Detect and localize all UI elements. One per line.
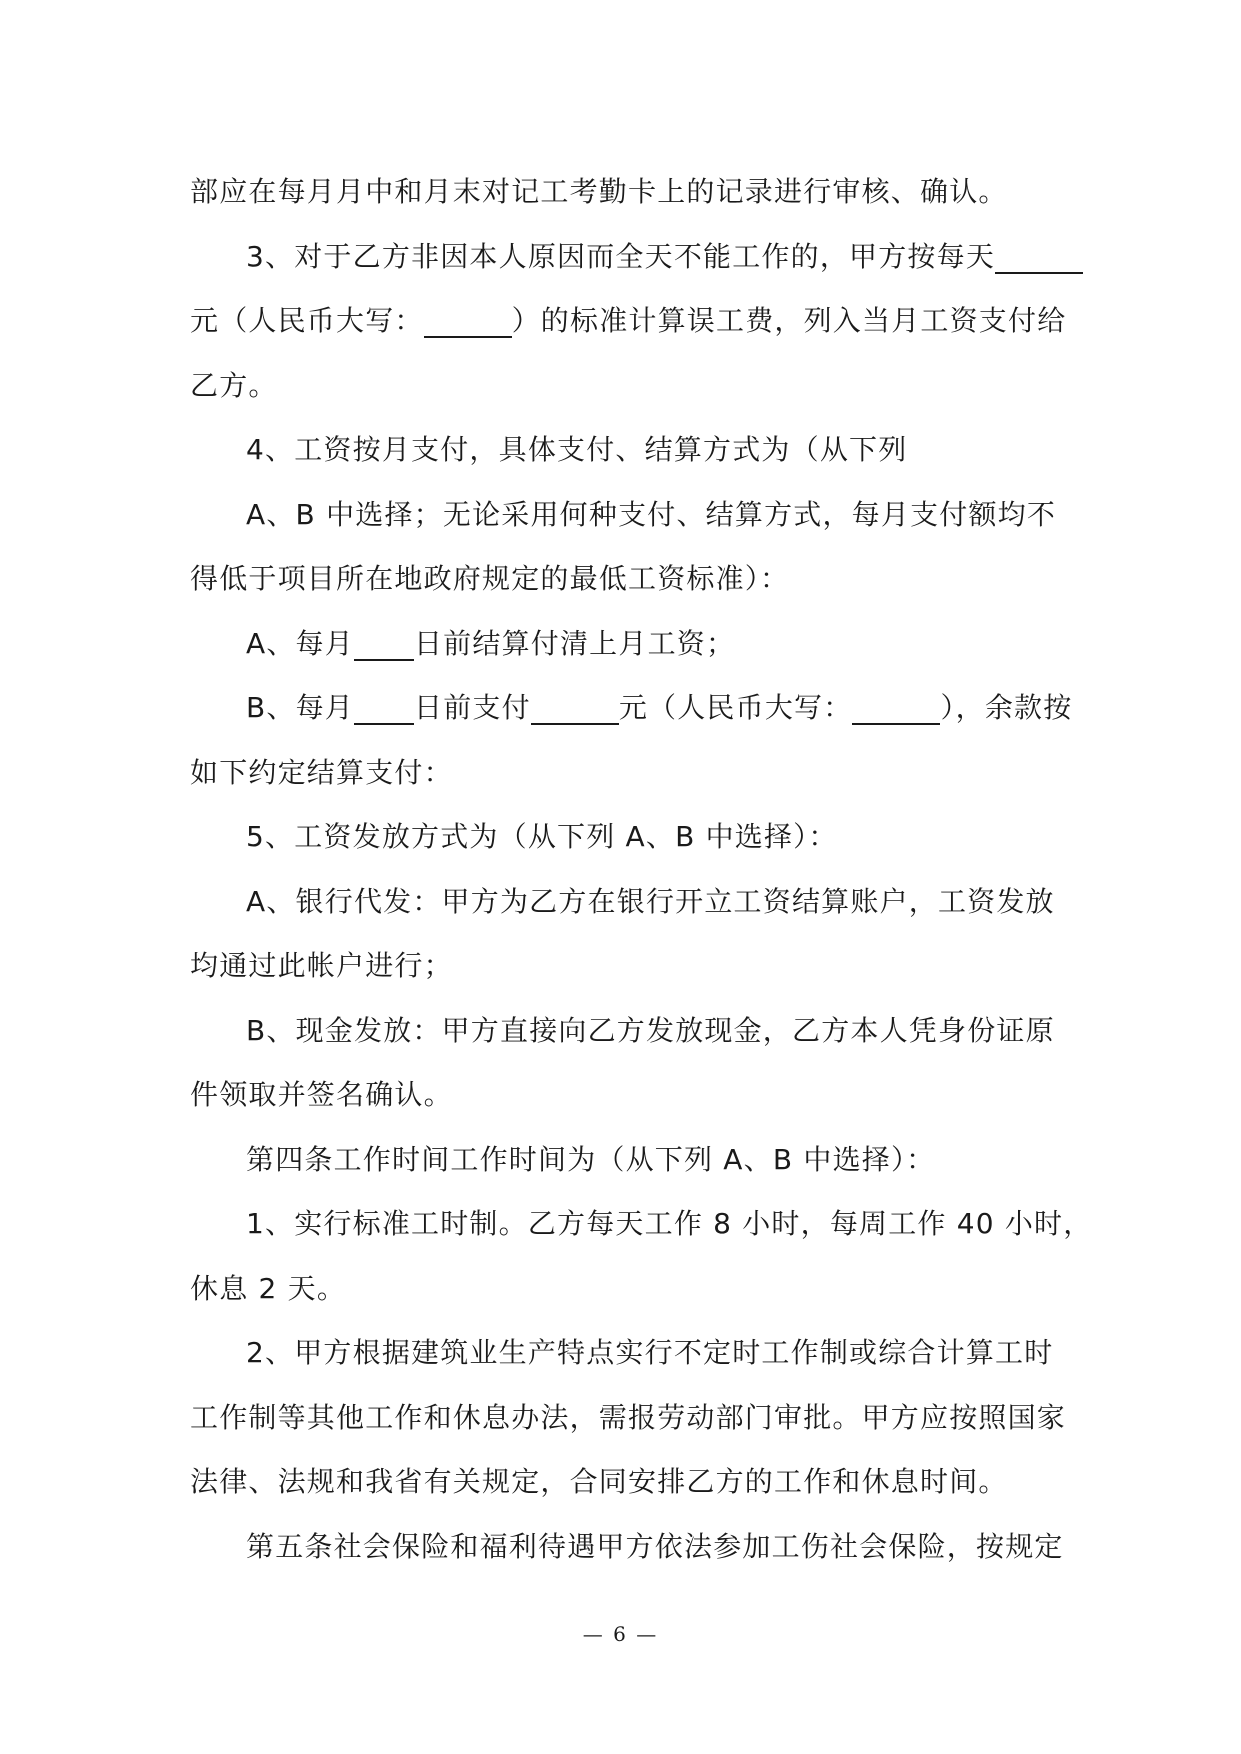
text-line: 工作制等其他工作和休息办法，需报劳动部门审批。甲方应按照国家 xyxy=(190,1400,1067,1434)
text-line: 乙方。 xyxy=(190,368,278,402)
clause-3-text: 3、对于乙方非因本人原因而全天不能工作的，甲方按每天 xyxy=(246,239,996,273)
clause-3-text-b: ）的标准计算误工费，列入当月工资支付给 xyxy=(511,304,1067,337)
option-b-line xyxy=(190,676,1073,741)
option-b-text-d: ），余款按 xyxy=(940,691,1073,724)
text-line: A、银行代发：甲方为乙方在银行开立工资结算账户，工资发放 xyxy=(246,884,1055,918)
text-line: 得低于项目所在地政府规定的最低工资标准）： xyxy=(190,562,790,595)
text-line: 休息 2 天。 xyxy=(190,1271,347,1305)
settlement-day-blank[interactable] xyxy=(354,625,414,661)
contract-body xyxy=(190,160,1093,1579)
daily-rate-capital-blank[interactable] xyxy=(424,302,512,338)
clause-3-text-a: 元（人民币大写： xyxy=(190,304,424,337)
text-line: 部应在每月月中和月末对记工考勤卡上的记录进行审核、确认。 xyxy=(190,175,1008,208)
text-line: A、B 中选择；无论采用何种支付、结算方式，每月支付额均不 xyxy=(246,497,1057,531)
option-a-line xyxy=(190,612,1060,677)
text-line: B、现金发放：甲方直接向乙方发放现金，乙方本人凭身份证原 xyxy=(246,1013,1055,1047)
option-b-text-a: B、每月 xyxy=(246,691,355,724)
text-line xyxy=(190,289,1067,354)
payment-amount-capital-blank[interactable] xyxy=(852,689,940,725)
text-line: 法律、法规和我省有关规定，合同安排乙方的工作和休息时间。 xyxy=(190,1465,1008,1498)
daily-rate-blank[interactable] xyxy=(995,238,1083,274)
option-b-text-c: 元（人民币大写： xyxy=(618,691,853,724)
payment-amount-blank[interactable] xyxy=(531,689,619,725)
clause-3-line xyxy=(190,225,1060,290)
payment-day-blank[interactable] xyxy=(354,689,414,725)
option-a-text-b: 日前结算付清上月工资； xyxy=(413,626,736,660)
option-a-text-a: A、每月 xyxy=(246,626,354,660)
page-number: — 6 — xyxy=(582,1622,659,1646)
clause-5-line: 5、工资发放方式为（从下列 A、B 中选择）： xyxy=(246,820,838,853)
text-line: 均通过此帐户进行； xyxy=(190,949,453,982)
clause-4-line: 4、工资按月支付，具体支付、结算方式为（从下列 xyxy=(246,433,908,466)
text-line: 件领取并签名确认。 xyxy=(190,1078,453,1111)
option-b-text-b: 日前支付 xyxy=(414,691,531,724)
article-4-heading: 第四条工作时间工作时间为（从下列 A、B 中选择）： xyxy=(246,1142,936,1176)
text-line: 如下约定结算支付： xyxy=(190,755,453,789)
text-line: 2、甲方根据建筑业生产特点实行不定时工作制或综合计算工时 xyxy=(246,1336,1054,1369)
text-line: 1、实行标准工时制。乙方每天工作 8 小时，每周工作 40 小时， xyxy=(246,1207,1093,1240)
article-5-heading: 第五条社会保险和福利待遇甲方依法参加工伤社会保险，按规定 xyxy=(246,1529,1064,1563)
